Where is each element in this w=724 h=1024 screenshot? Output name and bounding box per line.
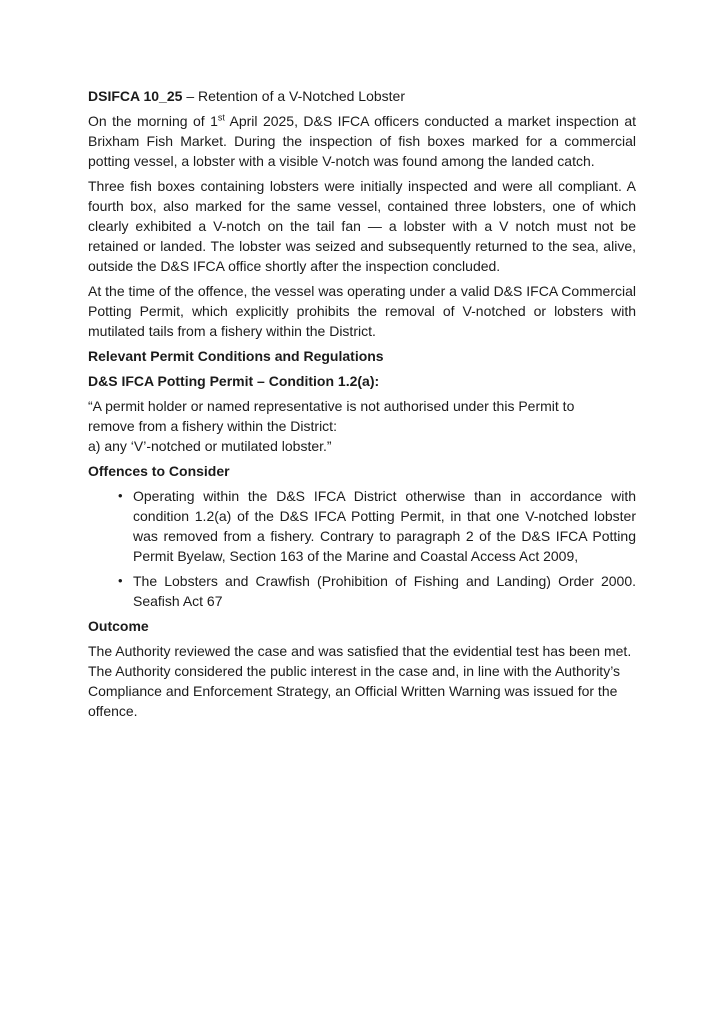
paragraph-permit: At the time of the offence, the vessel was operating under a valid D&S IFCA Commercial Potting Permit, which explicitly prohibits the removal of V-notched or lobsters with mutilated tails from a fishery within the District. [88,283,636,339]
offence-list-item [88,486,636,566]
heading-relevant-permit-conditions: Relevant Permit Conditions and Regulations [88,348,384,364]
heading-potting-permit-condition: D&S IFCA Potting Permit – Condition 1.2(a): [88,373,380,389]
document-title-text: – Retention of a V-Notched Lobster [186,88,406,104]
ordinal-superscript: st [217,112,225,123]
bullet-icon: • [118,573,123,588]
offence-item-text: The Lobsters and Crawfish (Prohibition of Fishing and Landing) Order 2000. Seafish Act 67 [133,573,636,609]
bullet-icon: • [118,488,123,503]
offence-list-item [88,571,636,611]
quote-line-3: a) any ‘V’-notched or mutilated lobster.” [88,438,332,454]
permit-condition-quote [88,396,636,456]
heading-offences-to-consider: Offences to Consider [88,463,230,479]
offence-item-text: Operating within the D&S IFCA District otherwise than in accordance with condition 1.2(a) of the D&S IFCA Potting Permit, in that one V-notched lobster was removed from a fishery. Contrary to paragraph 2 of the D&S IFCA Potting Permit Byelaw, Section 163 of the Marine and Coastal Access Act 2009, [133,488,636,564]
document-title-code: DSIFCA 10_25 [88,88,183,104]
document-title [88,86,636,106]
quote-line-1: “A permit holder or named representative is not authorised under this Permit to [88,398,575,414]
paragraph-inspection: Three fish boxes containing lobsters were initially inspected and were all compliant. A fourth box, also marked for the same vessel, contained three lobsters, one of which clearly exhibited a V-notch on the tail fan — a lobster with a V notch must not be retained or landed. The lobster was seized and subsequently returned to the sea, alive, outside the D&S IFCA office shortly after the inspection concluded. [88,178,636,274]
heading-outcome: Outcome [88,618,149,634]
quote-line-2: remove from a fishery within the District: [88,418,337,434]
intro-text-start: On the morning of 1 [88,113,218,129]
paragraph-intro [88,111,636,171]
paragraph-outcome: The Authority reviewed the case and was satisfied that the evidential test has been met. The Authority considered the public interest in the case and, in line with the Authority’s Compliance and Enforcement Strategy, an Official Written Warning was issued for the offence. [88,643,632,719]
offence-list [88,486,636,611]
intro-text-end: April 2025, D&S IFCA officers conducted a market inspection at Brixham Fish Market. During the inspection of fish boxes marked for a commercial potting vessel, a lobster with a visible V-notch was found among the landed catch. [88,113,636,169]
